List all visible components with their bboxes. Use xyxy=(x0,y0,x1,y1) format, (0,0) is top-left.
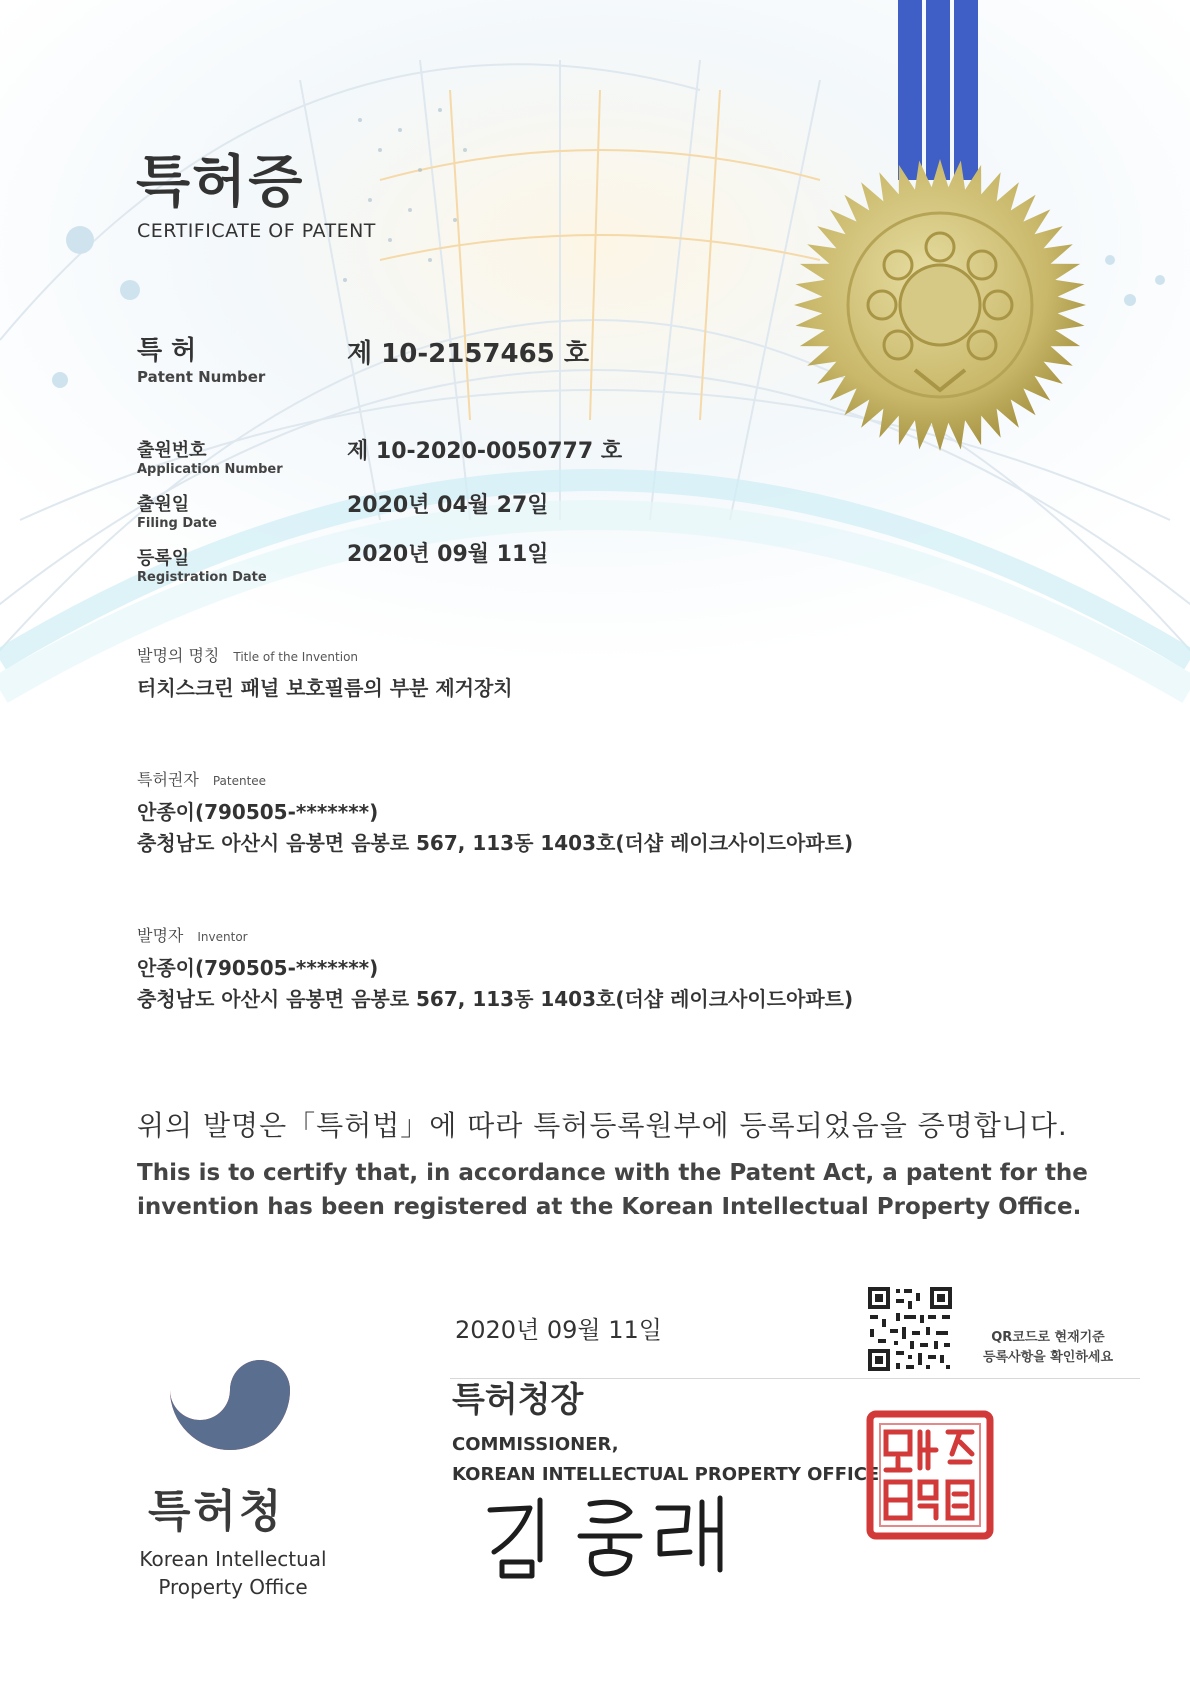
patentee-address: 충청남도 아산시 음봉면 음봉로 567, 113동 1403호(더샵 레이크사이드아파트) xyxy=(137,831,854,855)
registration-date-label: 등록일 xyxy=(137,548,190,569)
patentee-label: 특허권자 xyxy=(137,770,199,789)
patent-number-label-en: Patent Number xyxy=(137,368,266,386)
qr-note-line-2: 등록사항을 확인하세요 xyxy=(982,1350,1114,1365)
qr-note-line-1: QR코드로 현재기준 xyxy=(991,1330,1105,1345)
commissioner-title-en xyxy=(452,1430,879,1490)
office-name-ko: 특허청 xyxy=(148,1486,285,1537)
ribbon-stripe-3 xyxy=(954,0,978,180)
inventor-address: 충청남도 아산시 음봉면 음봉로 567, 113동 1403호(더샵 레이크사이드아파트) xyxy=(137,987,854,1011)
invention-label: 발명의 명칭 xyxy=(137,646,220,665)
commissioner-en-line-1: COMMISSIONER, xyxy=(452,1434,619,1455)
certification-en-line-1: This is to certify that, in accordance with the Patent Act, a patent for the xyxy=(137,1160,1088,1186)
inventor-label: 발명자 xyxy=(137,926,184,945)
ribbon-stripe-2 xyxy=(926,0,950,180)
application-number-label-en: Application Number xyxy=(137,462,283,477)
filing-date-label-en: Filing Date xyxy=(137,516,217,531)
filing-date-label: 출원일 xyxy=(137,494,190,515)
ribbon-stripe-1 xyxy=(898,0,922,180)
invention-heading xyxy=(137,643,358,666)
inventor-name: 안종이(790505-*******) xyxy=(137,956,379,980)
signature-icon xyxy=(480,1490,740,1580)
patentee-label-en: Patentee xyxy=(212,774,267,788)
office-en-line-1: Korean Intellectual xyxy=(139,1547,327,1571)
registration-date-label-en: Registration Date xyxy=(137,570,267,585)
filing-date-value: 2020년 04월 27일 xyxy=(347,493,549,518)
commissioner-title-ko: 특허청장 xyxy=(452,1380,584,1420)
qr-code-icon xyxy=(866,1285,954,1373)
office-name-en xyxy=(130,1545,336,1601)
application-number-label: 출원번호 xyxy=(137,440,207,461)
commissioner-en-line-2: KOREAN INTELLECTUAL PROPERTY OFFICE xyxy=(452,1464,880,1485)
patentee-heading xyxy=(137,767,266,790)
invention-label-en: Title of the Invention xyxy=(233,650,359,664)
application-number-value: 제 10-2020-0050777 호 xyxy=(347,439,623,464)
certification-text-ko: 위의 발명은「특허법」에 따라 특허등록원부에 등록되었음을 증명합니다. xyxy=(137,1109,1068,1142)
patentee-name: 안종이(790505-*******) xyxy=(137,800,379,824)
patent-number-value: 제 10-2157465 호 xyxy=(347,339,589,369)
office-en-line-2: Property Office xyxy=(158,1575,308,1599)
gold-seal-icon xyxy=(790,155,1090,455)
qr-note xyxy=(958,1328,1138,1368)
certification-en-line-2: invention has been registered at the Korean Intellectual Property Office. xyxy=(137,1194,1082,1220)
certification-text-en xyxy=(137,1156,1097,1224)
page-title: 특허증 xyxy=(136,150,305,215)
inventor-heading xyxy=(137,923,248,946)
official-stamp-icon xyxy=(866,1410,994,1540)
inventor-label-en: Inventor xyxy=(197,930,248,944)
issue-date: 2020년 09월 11일 xyxy=(455,1316,662,1344)
patent-number-label: 특 허 xyxy=(137,336,197,366)
taegeuk-logo-icon xyxy=(160,1320,300,1460)
page-subtitle: CERTIFICATE OF PATENT xyxy=(137,220,376,242)
registration-date-value: 2020년 09월 11일 xyxy=(347,542,549,567)
invention-title: 터치스크린 패널 보호필름의 부분 제거장치 xyxy=(137,676,513,700)
